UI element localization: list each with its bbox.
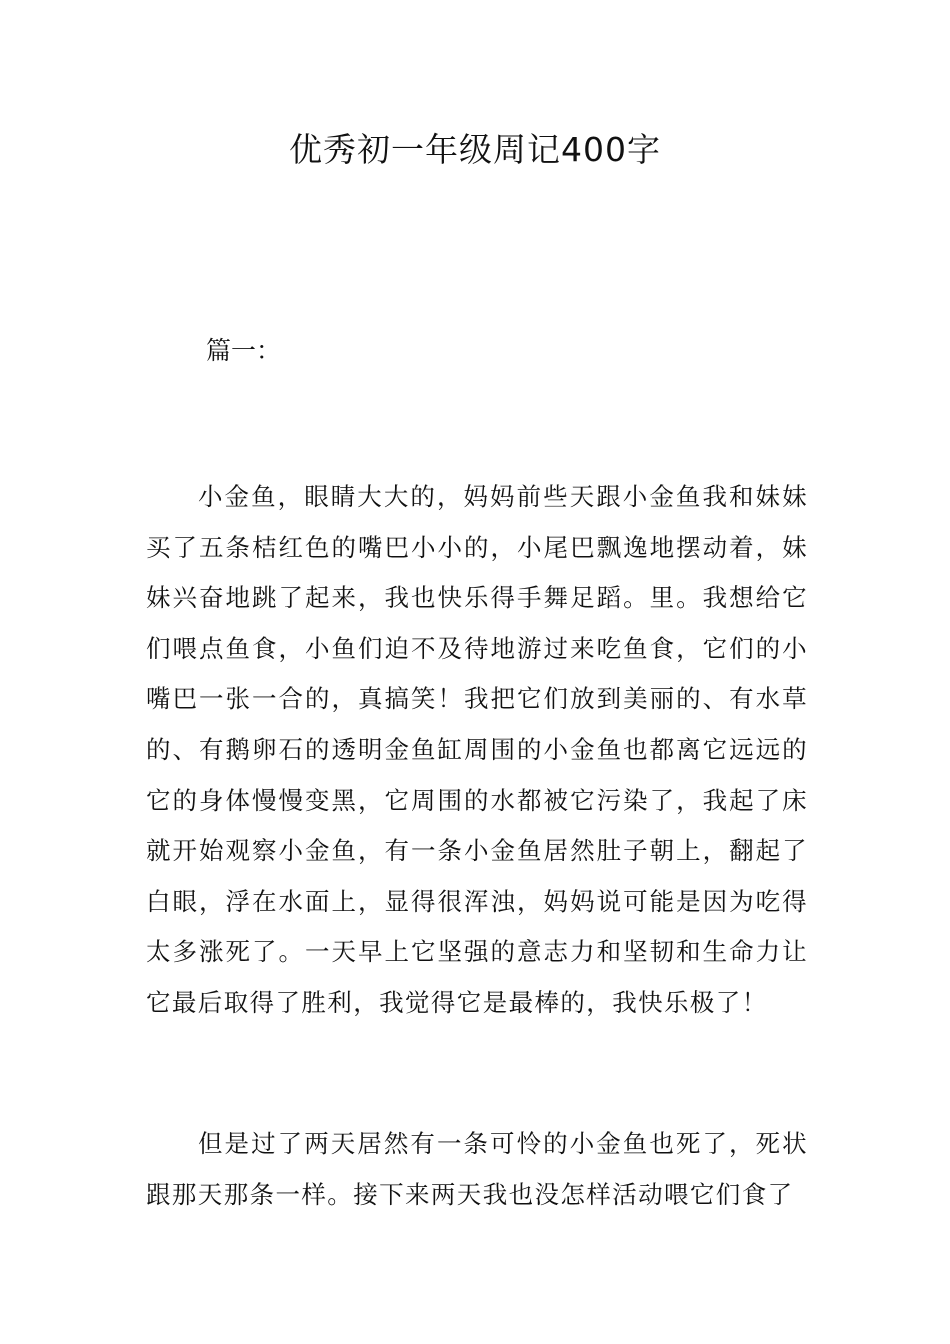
- paragraph-1: 小金鱼，眼睛大大的，妈妈前些天跟小金鱼我和妹妹买了五条桔红色的嘴巴小小的，小尾巴飘逸地摆动着，妹妹兴奋地跳了起来，我也快乐得手舞足蹈。里。我想给它们喂点鱼食，小鱼们迫不及待地游过来吃鱼食，它们的小嘴巴一张一合的，真搞笑！我把它们放到美丽的、有水草的、有鹅卵石的透明金鱼缸周围的小金鱼也都离它远远的它的身体慢慢变黑，它周围的水都被它污染了，我起了床就开始观察小金鱼，有一条小金鱼居然肚子朝上，翻起了白眼，浮在水面上，显得很浑浊，妈妈说可能是因为吃得太多涨死了。一天早上它坚强的意志力和坚韧和生命力让它最后取得了胜利，我觉得它是最棒的，我快乐极了！: [146, 482, 808, 1017]
- section-label: 篇一：: [206, 336, 282, 365]
- paragraph-2: 但是过了两天居然有一条可怜的小金鱼也死了，死状跟那天那条一样。接下来两天我也没怎样活动喂它们食了: [146, 1129, 808, 1209]
- document-title: 优秀初一年级周记400字: [289, 130, 661, 169]
